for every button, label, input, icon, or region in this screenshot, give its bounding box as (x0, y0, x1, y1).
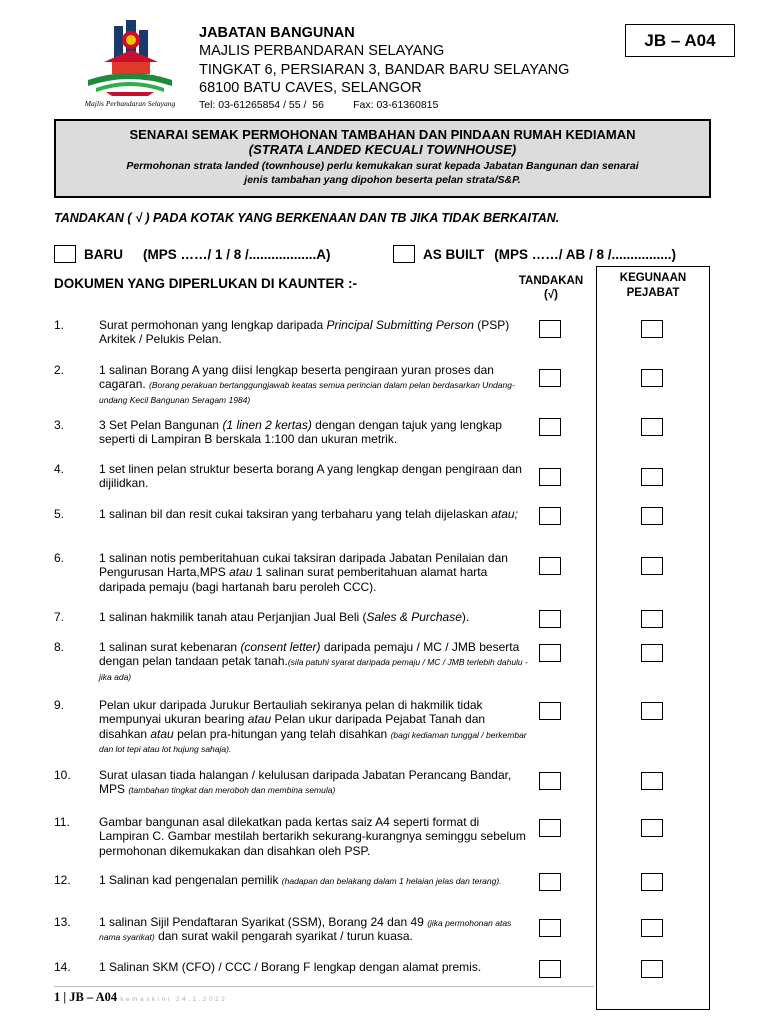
item-number: 11. (54, 815, 70, 829)
office-use-checkbox[interactable] (641, 873, 663, 891)
office-use-checkbox[interactable] (641, 702, 663, 720)
tandakan-checkbox[interactable] (539, 819, 561, 837)
office-use-checkbox[interactable] (641, 960, 663, 978)
department-name: JABATAN BANGUNAN (199, 25, 355, 41)
office-use-checkbox[interactable] (641, 369, 663, 387)
revision-date: kemaskini 24.1.2022 (120, 996, 228, 1003)
tandakan-checkbox[interactable] (539, 468, 561, 486)
as-built-reference: (MPS ……/ AB / 8 /................) (494, 246, 677, 262)
item-number: 4. (54, 462, 65, 476)
office-use-checkbox[interactable] (641, 819, 663, 837)
baru-reference: (MPS ……/ 1 / 8 /..................A) (143, 246, 331, 262)
office-use-checkbox[interactable] (641, 468, 663, 486)
item-number: 2. (54, 363, 65, 377)
item-description: 1 Salinan kad pengenalan pemilik (hadapan dan belakang dalam 1 helaian jelas dan terang). (99, 873, 502, 887)
tandakan-checkbox[interactable] (539, 369, 561, 387)
documents-heading: DOKUMEN YANG DIPERLUKAN DI KAUNTER :- (54, 276, 358, 291)
org-address-line: TINGKAT 6, PERSIARAN 3, BANDAR BARU SELAYANG (199, 61, 570, 78)
item-description: 3 Set Pelan Bangunan (1 linen 2 kertas) dengan dengan tajuk yang lengkap seperti di Lampiran B berskala 1:100 dan ukuran metrik. (99, 418, 502, 447)
item-description: 1 Salinan SKM (CFO) / CCC / Borang F lengkap dengan alamat premis. (99, 960, 482, 974)
item-number: 5. (54, 507, 65, 521)
item-description: 1 salinan notis pemberitahuan cukai taksiran daripada Jabatan Penilaian dan Pengurusan Harta,MPS atau 1 salinan surat pemberitahuan alamat harta daripada pemaju (bagi hartanah baru peroleh CCC). (99, 551, 508, 594)
contact-line: Tel: 03-61265854 / 55 / 56 Fax: 03-61360815 (199, 98, 439, 111)
item-description: 1 salinan hakmilik tanah atau Perjanjian Jual Beli (Sales & Purchase). (99, 610, 470, 624)
kegunaan-label: KEGUNAAN (619, 272, 687, 284)
tandakan-checkbox[interactable] (539, 320, 561, 338)
item-number: 10. (54, 768, 71, 782)
item-description: 1 salinan bil dan resit cukai taksiran yang terbaharu yang telah dijelaskan atau; (99, 507, 518, 521)
org-postcode-line: 68100 BATU CAVES, SELANGOR (199, 80, 422, 96)
item-number: 1. (54, 318, 65, 332)
logo-emblem-icon (82, 18, 178, 98)
council-logo (82, 18, 178, 116)
item-number: 14. (54, 960, 71, 974)
tandakan-checkbox[interactable] (539, 418, 561, 436)
as-built-option (393, 245, 676, 263)
item-number: 3. (54, 418, 65, 432)
office-use-checkbox[interactable] (641, 772, 663, 790)
footer-divider (54, 986, 594, 987)
tandakan-checkbox[interactable] (539, 507, 561, 525)
office-use-checkbox[interactable] (641, 320, 663, 338)
office-use-checkbox[interactable] (641, 418, 663, 436)
logo-caption: Majlis Perbandaran Selayang (84, 99, 176, 108)
office-use-checkbox[interactable] (641, 610, 663, 628)
tandakan-checkbox[interactable] (539, 772, 561, 790)
tandakan-checkbox[interactable] (539, 557, 561, 575)
item-description: Surat permohonan yang lengkap daripada Principal Submitting Person (PSP) Arkitek / Pelukis Pelan. (99, 318, 510, 347)
tandakan-label: TANDAKAN (518, 275, 584, 287)
form-note: Permohonan strata landed (townhouse) perlu kemukakan surat kepada Jabatan Bangunan dan senarai jenis tambahan yang dipohon beserta pelan strata/S&P. (126, 160, 639, 186)
item-description: 1 salinan Sijil Pendaftaran Syarikat (SSM), Borang 24 dan 49 (jika permohonan atas nama syarikat) dan surat wakil pengarah syarikat / turun kuasa. (99, 915, 512, 944)
as-built-checkbox[interactable] (393, 245, 415, 263)
item-description: Surat ulasan tiada halangan / kelulusan daripada Jabatan Perancang Bandar, MPS (tambahan tingkat dan meroboh dan membina semula) (99, 768, 512, 797)
item-number: 9. (54, 698, 65, 712)
tandakan-checkbox[interactable] (539, 873, 561, 891)
item-number: 8. (54, 640, 65, 654)
pejabat-label: PEJABAT (626, 287, 680, 299)
title-box (54, 119, 711, 198)
office-use-checkbox[interactable] (641, 919, 663, 937)
office-use-checkbox[interactable] (641, 557, 663, 575)
as-built-label: AS BUILT (423, 246, 485, 262)
instruction-text: TANDAKAN ( √ ) PADA KOTAK YANG BERKENAAN DAN TB JIKA TIDAK BERKAITAN. (54, 211, 560, 225)
tandakan-checkbox[interactable] (539, 702, 561, 720)
footer (54, 990, 227, 1005)
item-description: Pelan ukur daripada Jurukur Bertauliah sekiranya pelan di hakmilik tidak mempunyai ukuran bearing atau Pelan ukur daripada Pejabat Tanah dan disahkan atau pelan pra-hitungan yang telah disahkan (bagi kediaman tunggal / berkembar dan lot tepi atau lot hujung sahaja). (99, 698, 527, 754)
form-code-box: JB – A04 (625, 24, 735, 57)
tandakan-checkbox[interactable] (539, 610, 561, 628)
office-use-checkbox[interactable] (641, 507, 663, 525)
office-use-checkbox[interactable] (641, 644, 663, 662)
baru-label: BARU (84, 246, 123, 262)
tandakan-checkbox[interactable] (539, 960, 561, 978)
item-number: 6. (54, 551, 65, 565)
tandakan-mark-label: (√) (544, 289, 558, 301)
baru-option (54, 245, 331, 263)
form-subtitle: (STRATA LANDED KECUALI TOWNHOUSE) (248, 142, 517, 157)
tandakan-checkbox[interactable] (539, 644, 561, 662)
item-number: 12. (54, 873, 71, 887)
tandakan-checkbox[interactable] (539, 919, 561, 937)
baru-checkbox[interactable] (54, 245, 76, 263)
page-number: 1 | JB – A04 (54, 990, 118, 1004)
item-description: 1 set linen pelan struktur beserta borang A yang lengkap dengan pengiraan dan dijilidkan. (99, 462, 522, 491)
tandakan-column-header (512, 274, 590, 302)
item-description: 1 salinan Borang A yang diisi lengkap beserta pengiraan yuran proses dan cagaran. (Borang perakuan bertanggungjawab keatas semua perincian dalam pelan berdasarkan Undang-undang Kecil Bangunan Seragam 1984) (99, 363, 515, 405)
organisation-header (199, 25, 569, 111)
form-title: SENARAI SEMAK PERMOHONAN TAMBAHAN DAN PINDAAN RUMAH KEDIAMAN (129, 127, 636, 142)
item-number: 7. (54, 610, 65, 624)
item-number: 13. (54, 915, 71, 929)
org-name: MAJLIS PERBANDARAN SELAYANG (199, 43, 445, 59)
item-description: Gambar bangunan asal dilekatkan pada kertas saiz A4 seperti format di Lampiran C. Gambar mestilah bertarikh sekurang-kurangnya seminggu sebelum permohonan dikemukakan dan disahkan oleh PSP. (99, 815, 526, 858)
item-description: 1 salinan surat kebenaran (consent letter) daripada pemaju / MC / JMB beserta dengan pelan tandaan petak tanah.(sila patuhi syarat daripada pemaju / MC / JMB terlebih dahulu - jika ada) (99, 640, 528, 682)
office-use-column-header (596, 271, 710, 301)
